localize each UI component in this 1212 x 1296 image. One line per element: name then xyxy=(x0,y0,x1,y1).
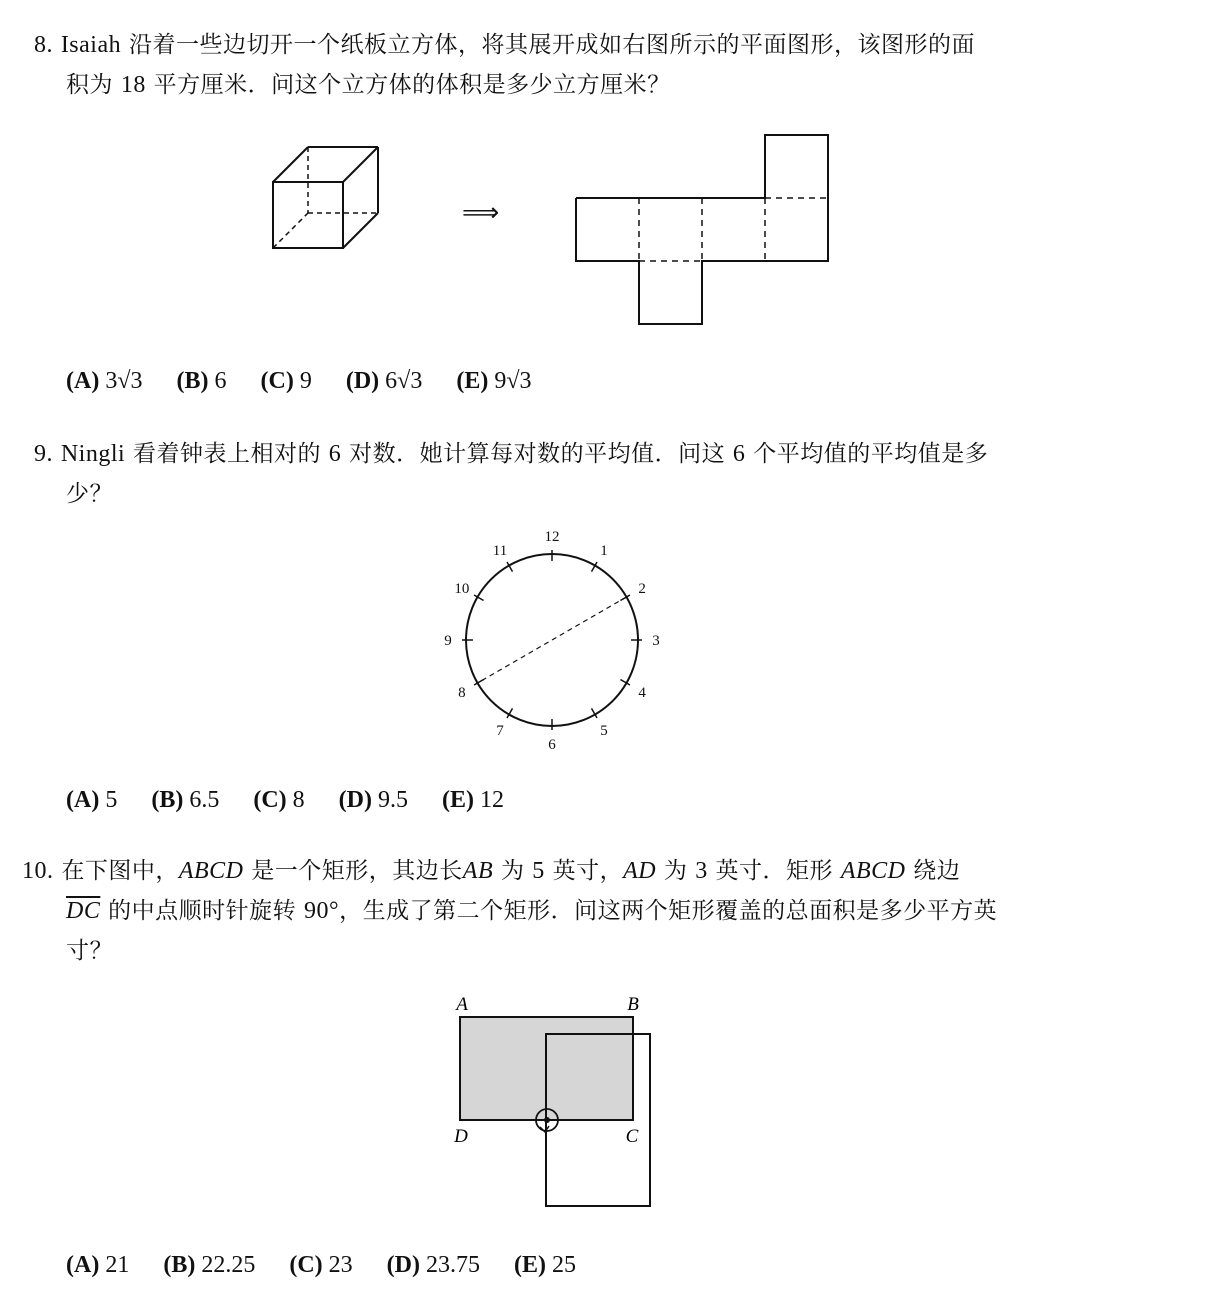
q8-choice-d[interactable]: (D) 6√3 xyxy=(345,368,423,394)
clock-number-label: 7 xyxy=(496,723,504,740)
clock-number-label: 12 xyxy=(544,529,560,545)
q10-choice-c[interactable]: (C) 23 xyxy=(289,1252,353,1278)
q8-text2a: 积为 xyxy=(66,72,113,98)
q10-dc: $\overline{DC}$ xyxy=(66,898,101,924)
q9-num1: 6 xyxy=(328,441,342,467)
q9-choice-b[interactable]: (B) 6.5 xyxy=(151,787,220,813)
q10-abcd-2: ABCD xyxy=(840,858,906,884)
q9-text1c: 个平均值的平均值是多 xyxy=(753,441,989,467)
q8-choice-b[interactable]: (B) 6 xyxy=(176,368,227,394)
clock-number-label: 8 xyxy=(458,685,466,701)
q8-text1: 沿着一些边切开一个纸板立方体，将其展开成如右图所示的平面图形，该图形的面 xyxy=(128,32,975,58)
q10-five: 5 xyxy=(532,858,545,884)
q10-ad: AD xyxy=(623,858,657,884)
q8-choice-e[interactable]: (E) 9√3 xyxy=(456,368,532,394)
q8-choice-a[interactable]: (A) 3√3 xyxy=(66,368,143,394)
q10-choice-b[interactable]: (B) 22.25 xyxy=(163,1252,256,1278)
clock-number-label: 1 xyxy=(600,542,608,559)
q10-choice-e[interactable]: (E) 25 xyxy=(513,1252,576,1278)
q10-text3: 寸？ xyxy=(66,938,113,964)
q10-text1g: 绕边 xyxy=(913,858,961,884)
q10-text1f: 英寸．矩形 xyxy=(715,858,833,884)
q10-abcd: ABCD xyxy=(178,858,244,884)
arrow-icon: ⟹ xyxy=(462,198,500,228)
q10-text1c: 为 xyxy=(500,858,525,884)
q10-choice-a[interactable]: (A) 21 xyxy=(66,1252,130,1278)
label-a: A xyxy=(456,994,468,1015)
q10-degrees: 90° xyxy=(303,898,340,924)
q10-text1d: 英寸， xyxy=(552,858,624,884)
q8-number: 8. xyxy=(34,32,53,58)
q10-choice-d[interactable]: (D) 23.75 xyxy=(386,1252,480,1278)
label-c: C xyxy=(625,1126,639,1147)
q10-text2b: ，生成了第二个矩形．问这两个矩形覆盖的总面积是多少平方英 xyxy=(339,898,998,924)
q9-name: Ningli xyxy=(60,441,126,467)
q9-choice-d[interactable]: (D) 9.5 xyxy=(338,787,408,813)
clock-number-label: 3 xyxy=(652,633,660,649)
q8-area-number: 18 xyxy=(120,72,146,98)
q10-number: 10. xyxy=(22,858,54,884)
q10-ab: AB xyxy=(462,858,494,884)
q10-text1e: 为 xyxy=(663,858,688,884)
clock-number-label: 6 xyxy=(548,737,556,753)
q9-number: 9. xyxy=(34,441,53,467)
clock-number-label: 4 xyxy=(638,685,646,701)
midpoint-dot-icon xyxy=(544,1117,550,1123)
q9-text1b: 对数．她计算每对数的平均值．问这 xyxy=(349,441,726,467)
q9-choice-c[interactable]: (C) 8 xyxy=(253,787,305,813)
label-d: D xyxy=(454,1126,468,1147)
clock-number-label: 5 xyxy=(600,723,608,740)
clock-number-label: 10 xyxy=(454,581,470,597)
clock-number-label: 2 xyxy=(638,581,646,597)
q10-three: 3 xyxy=(695,858,708,884)
clock-number-label: 9 xyxy=(444,633,452,649)
q9-text2: 少？ xyxy=(66,481,113,507)
q10-choices xyxy=(66,1252,604,1279)
q10-text1b: 是一个矩形，其边长 xyxy=(251,858,463,884)
q9-text1a: 看着钟表上相对的 xyxy=(132,441,321,467)
q10-text1a: 在下图中， xyxy=(61,858,179,884)
q8-choice-c[interactable]: (C) 9 xyxy=(260,368,312,394)
q9-num2: 6 xyxy=(732,441,746,467)
label-b: B xyxy=(627,994,639,1015)
q8-name: Isaiah xyxy=(60,32,122,58)
q8-text2b: 平方厘米．问这个立方体的体积是多少立方厘米？ xyxy=(153,72,671,98)
clock-number-label: 11 xyxy=(492,542,508,559)
q9-choice-e[interactable]: (E) 12 xyxy=(441,787,504,813)
q10-text2a: 的中点顺时针旋转 xyxy=(108,898,297,924)
q9-choice-a[interactable]: (A) 5 xyxy=(66,787,118,813)
